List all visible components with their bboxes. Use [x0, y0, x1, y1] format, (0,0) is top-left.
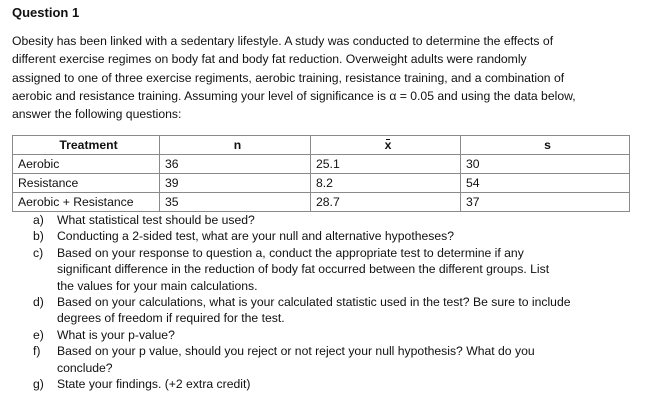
- table-header-row: [13, 136, 630, 155]
- question-heading: Question 1: [12, 5, 80, 20]
- cell-s: 54: [461, 174, 630, 193]
- cell-xbar: 25.1: [311, 155, 461, 174]
- question-text: Based on your response to question a, conduct the appropriate test to determine if any: [57, 245, 524, 260]
- header-s: s: [461, 136, 630, 155]
- question-text: the values for your main calculations.: [57, 278, 258, 293]
- intro-line: Obesity has been linked with a sedentary lifestyle. A study was conducted to determine the effects of: [12, 34, 554, 48]
- xbar-symbol: x: [384, 138, 392, 152]
- intro-line: different exercise regimes on body fat and body fat reduction. Overweight adults were randomly: [12, 52, 527, 67]
- intro-line: answer the following questions:: [12, 107, 182, 122]
- cell-n: 39: [160, 174, 311, 193]
- question-marker: b): [33, 229, 44, 244]
- cell-treatment: Resistance: [13, 174, 160, 193]
- question-text: State your findings. (+2 extra credit): [57, 377, 251, 392]
- header-n: n: [160, 136, 311, 155]
- question-item-a: [33, 212, 628, 228]
- table-row: [13, 155, 630, 174]
- question-list: [33, 212, 628, 392]
- header-xbar: [311, 136, 461, 155]
- cell-s: 30: [461, 155, 630, 174]
- question-text: significant difference in the reduction of body fat occurred between the different groups. List: [57, 262, 550, 277]
- question-text: Based on your p value, should you reject or not reject your null hypothesis? What do you: [57, 344, 535, 359]
- cell-s: 37: [461, 193, 630, 212]
- question-item-b: [33, 228, 628, 244]
- intro-line: aerobic and resistance training. Assuming your level of significance is α = 0.05 and using the data below,: [12, 88, 576, 103]
- question-marker: e): [33, 327, 44, 342]
- question-item-c: [33, 245, 628, 294]
- cell-xbar: 28.7: [311, 193, 461, 212]
- question-text: degrees of freedom if required for the test.: [57, 311, 285, 326]
- question-item-e: [33, 327, 628, 343]
- intro-line: assigned to one of three exercise regiments, aerobic training, resistance training, and a combination of: [12, 70, 565, 85]
- question-text: conclude?: [57, 360, 113, 375]
- question-text: What statistical test should be used?: [57, 213, 255, 227]
- table-row: [13, 174, 630, 193]
- cell-treatment: Aerobic + Resistance: [13, 193, 160, 212]
- question-item-f: [33, 343, 628, 376]
- question-marker: f): [33, 344, 41, 359]
- question-marker: d): [33, 295, 44, 310]
- question-item-g: [33, 376, 628, 392]
- question-marker: c): [33, 245, 44, 260]
- question-marker: a): [33, 213, 44, 227]
- cell-n: 36: [160, 155, 311, 174]
- cell-xbar: 8.2: [311, 174, 461, 193]
- cell-n: 35: [160, 193, 311, 212]
- question-text: What is your p-value?: [57, 327, 175, 342]
- header-treatment: Treatment: [13, 136, 160, 155]
- question-text: Conducting a 2-sided test, what are your null and alternative hypotheses?: [57, 229, 455, 244]
- question-item-d: [33, 294, 628, 327]
- question-text: Based on your calculations, what is your calculated statistic used in the test? Be sure to include: [57, 295, 571, 310]
- question-marker: g): [33, 377, 44, 392]
- data-table: [12, 135, 630, 212]
- table-row: [13, 193, 630, 212]
- cell-treatment: Aerobic: [13, 155, 160, 174]
- intro-paragraph: [12, 32, 634, 123]
